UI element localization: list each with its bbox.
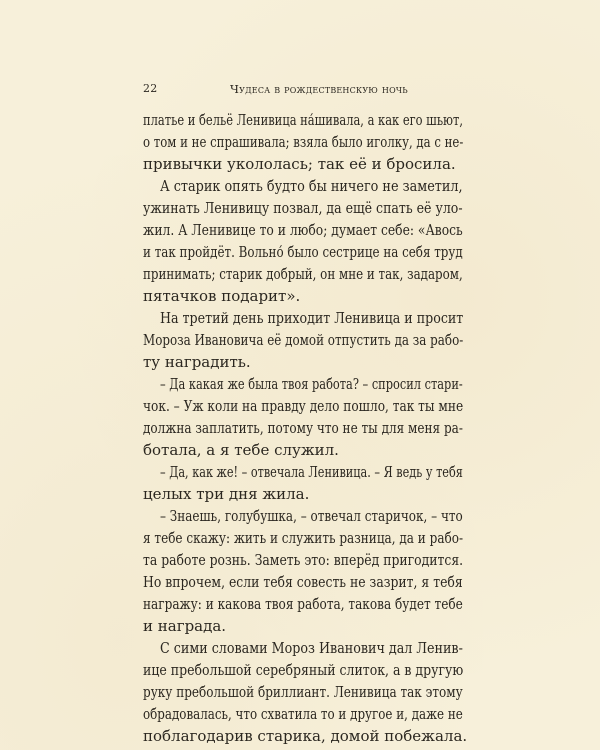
text-line: чок. – Уж коли на правду дело пошло, так ты мне	[143, 397, 464, 415]
text-line: целых три дня жила.	[143, 485, 310, 503]
page-number: 22	[143, 82, 158, 95]
text-line: Но впрочем, если тебя совесть не зазрит, я тебя	[143, 573, 463, 591]
text-line: руку пребольшой бриллиант. Ленивица так этому	[143, 683, 463, 701]
text-line: ужинать Ленивицу позвал, да ещё спать её уло-	[143, 199, 463, 217]
paragraph-first-line: На третий день приходит Ленивица и просит	[160, 309, 464, 327]
text-line: поблагодарив старика, домой побежала.	[143, 727, 468, 745]
text-line: обрадовалась, что схватила то и другое и, даже не	[143, 705, 463, 723]
running-header	[143, 82, 463, 100]
paragraph-first-line: – Да какая же была твоя работа? – спросил стари-	[160, 375, 463, 393]
text-line: ице пребольшой серебряный слиток, а в другую	[143, 661, 464, 679]
text-line: награжу: и какова твоя работа, такова будет тебе	[143, 595, 463, 613]
paragraph-first-line: А старик опять будто бы ничего не заметил,	[160, 177, 463, 195]
text-line: привычки укололась; так её и бросила.	[143, 155, 456, 173]
paragraph-first-line: – Знаешь, голубушка, – отвечал старичок, – что	[160, 507, 463, 525]
text-line: и так пройдёт. Вольно́ было сестрице на себя труд	[143, 243, 463, 261]
text-line: должна заплатить, потому что не ты для меня ра-	[143, 419, 463, 437]
text-line: Мороза Ивановича её домой отпустить да за рабо-	[143, 331, 464, 349]
text-line: ботала, а я тебе служил.	[143, 441, 339, 459]
text-line: ту наградить.	[143, 353, 251, 371]
text-line: я тебе скажу: жить и служить разница, да и рабо-	[143, 529, 464, 547]
text-line: о том и не спрашивала; взяла было иголку, да с не-	[143, 133, 464, 151]
paragraph-first-line: С сими словами Мороз Иванович дал Ленив-	[160, 639, 463, 657]
text-line: та работе рознь. Заметь это: вперёд пригодится.	[143, 551, 464, 569]
text-line: жил. А Ленивице то и любо; думает себе: «Авось	[143, 221, 463, 239]
text-line: пятачков подарит».	[143, 287, 301, 305]
running-title: Чудеса в рождественскую ночь	[230, 82, 408, 96]
text-line: принимать; старик добрый, он мне и так, задаром,	[143, 265, 463, 283]
text-line: платье и бельё Ленивица на́шивала, а как его шьют,	[143, 111, 464, 129]
text-line: и награда.	[143, 617, 227, 635]
paragraph-first-line: – Да, как же! – отвечала Ленивица. – Я ведь у тебя	[160, 463, 463, 481]
